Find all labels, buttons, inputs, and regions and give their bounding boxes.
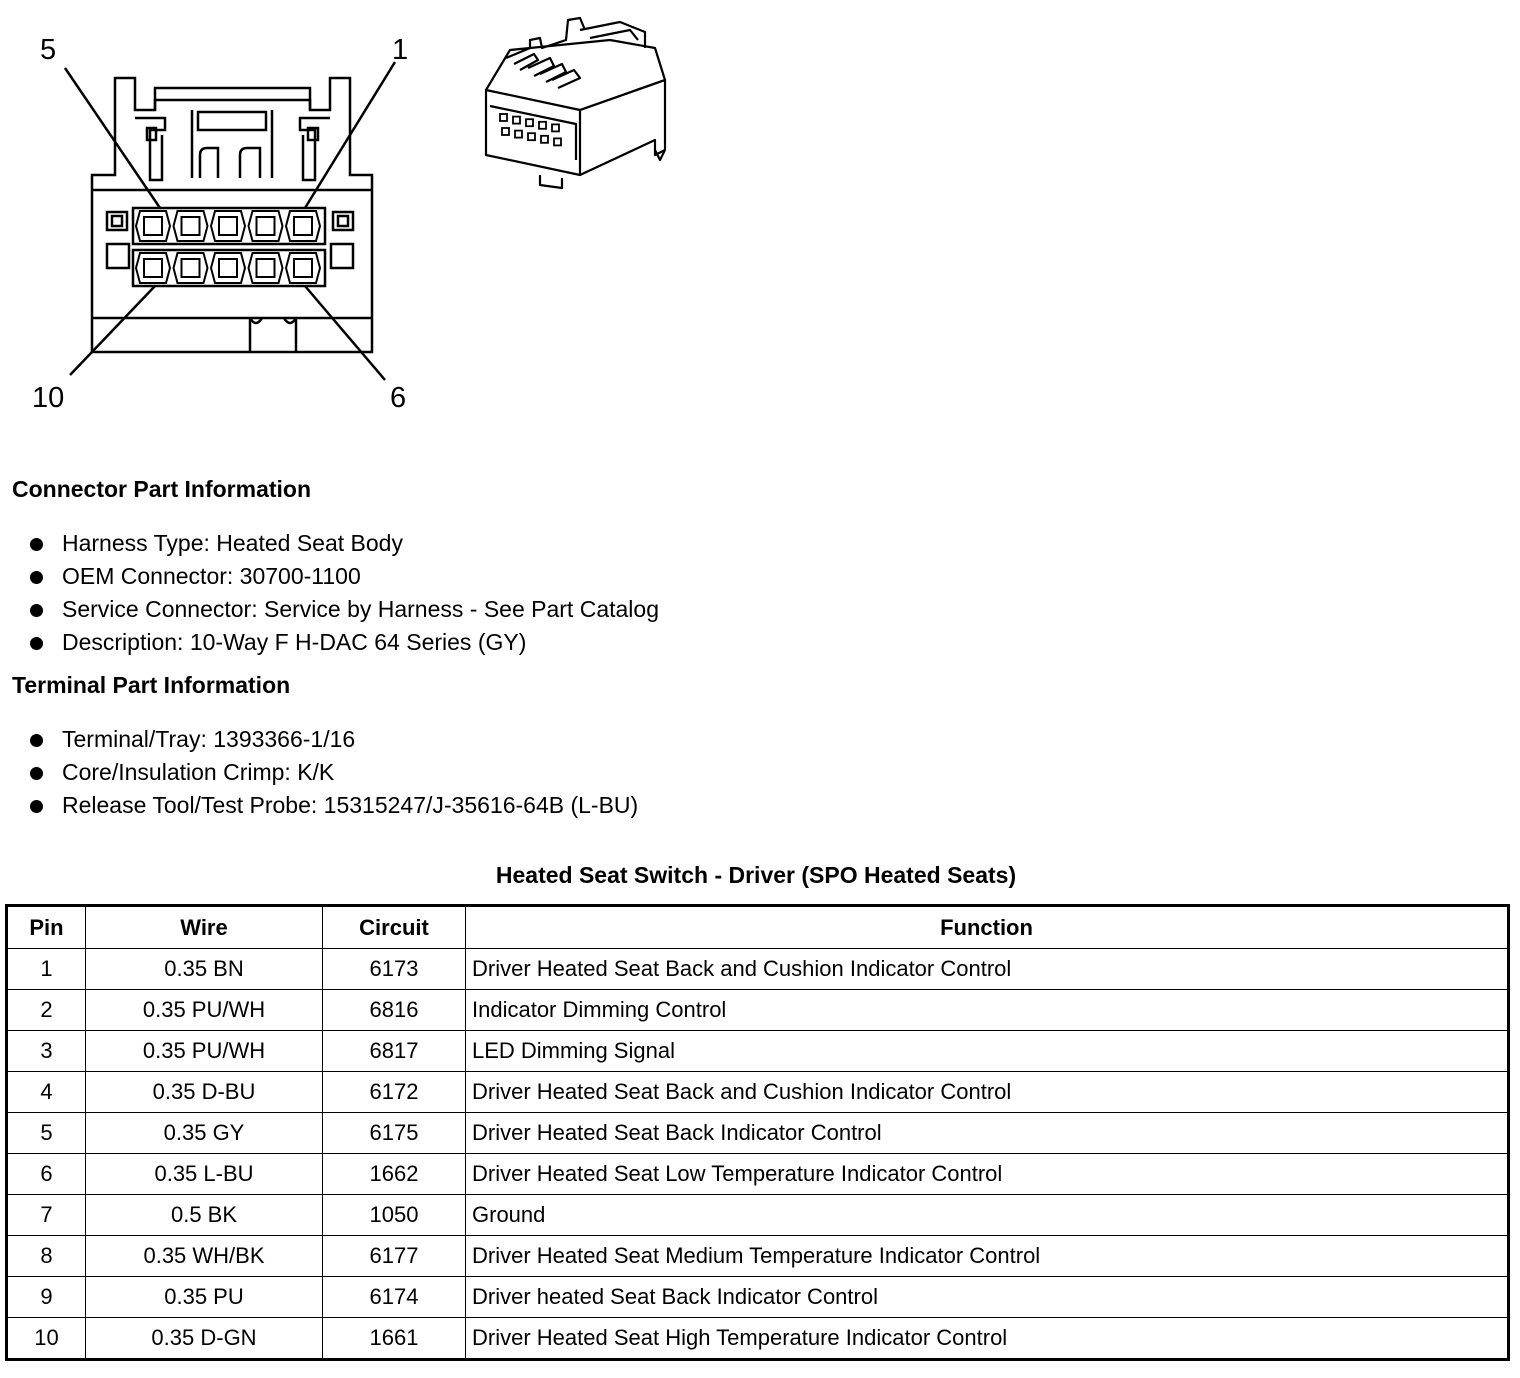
bullet-icon <box>30 767 43 780</box>
cell-pin: 6 <box>7 1154 86 1195</box>
cell-function: Driver Heated Seat Back Indicator Control <box>466 1113 1509 1154</box>
cell-wire: 0.35 D-GN <box>86 1318 323 1360</box>
terminal-cavity-inner <box>182 217 200 235</box>
cell-pin: 1 <box>7 949 86 990</box>
cell-pin: 8 <box>7 1236 86 1277</box>
terminal-cavity <box>249 253 283 283</box>
pinout-table <box>5 904 1510 1361</box>
cell-wire: 0.35 BN <box>86 949 323 990</box>
cell-function: LED Dimming Signal <box>466 1031 1509 1072</box>
cell-function: Indicator Dimming Control <box>466 990 1509 1031</box>
cell-circuit: 6174 <box>323 1277 466 1318</box>
connector-pin-opening <box>513 117 520 124</box>
connector-pin-opening <box>526 119 533 126</box>
connector-pin-opening <box>502 128 509 135</box>
connector-3d-illustration <box>470 10 690 190</box>
table-row <box>7 1031 1509 1072</box>
cell-pin: 5 <box>7 1113 86 1154</box>
connector-pin-opening <box>554 138 561 145</box>
table-row <box>7 1236 1509 1277</box>
cell-function: Driver heated Seat Back Indicator Control <box>466 1277 1509 1318</box>
terminal-cavity <box>249 211 283 241</box>
list-item <box>28 789 638 822</box>
cell-function: Ground <box>466 1195 1509 1236</box>
list-item-text: Service Connector: Service by Harness - See Part Catalog <box>62 596 659 622</box>
table-header-row <box>7 906 1509 949</box>
list-item-text: Harness Type: Heated Seat Body <box>62 530 403 556</box>
cell-function: Driver Heated Seat Back and Cushion Indicator Control <box>466 949 1509 990</box>
pin-label-1: 1 <box>392 34 409 66</box>
connector-pin-opening <box>515 131 522 138</box>
bullet-icon <box>30 571 43 584</box>
table-row <box>7 990 1509 1031</box>
list-item-text: Terminal/Tray: 1393366-1/16 <box>62 726 356 752</box>
cell-wire: 0.35 L-BU <box>86 1154 323 1195</box>
cell-circuit: 6816 <box>323 990 466 1031</box>
cell-function: Driver Heated Seat Back and Cushion Indicator Control <box>466 1072 1509 1113</box>
connector-face-diagram <box>0 0 440 430</box>
connector-pin-opening <box>539 122 546 129</box>
list-item <box>28 593 659 626</box>
connector-pin-opening <box>552 124 559 131</box>
header-pin: Pin <box>7 906 86 949</box>
bullet-icon <box>30 734 43 747</box>
terminal-cavity <box>174 211 208 241</box>
header-wire: Wire <box>86 906 323 949</box>
terminal-cavity <box>136 253 170 283</box>
bullet-icon <box>30 604 43 617</box>
terminal-cavity-inner <box>182 259 200 277</box>
header-function: Function <box>466 906 1509 949</box>
terminal-cavity <box>211 211 245 241</box>
pin-label-10: 10 <box>32 382 65 414</box>
terminal-cavity <box>136 211 170 241</box>
table-row <box>7 1318 1509 1360</box>
cell-wire: 0.35 PU/WH <box>86 1031 323 1072</box>
bullet-icon <box>30 637 43 650</box>
cell-pin: 4 <box>7 1072 86 1113</box>
bullet-icon <box>30 800 43 813</box>
terminal-cavity-inner <box>219 259 237 277</box>
pin-label-6: 6 <box>390 382 407 414</box>
cell-function: Driver Heated Seat High Temperature Indicator Control <box>466 1318 1509 1360</box>
terminal-info-list <box>28 723 638 822</box>
terminal-cavity-inner <box>294 217 312 235</box>
cell-circuit: 1662 <box>323 1154 466 1195</box>
terminal-cavity <box>286 253 320 283</box>
terminal-info-title: Terminal Part Information <box>12 672 291 698</box>
list-item <box>28 560 659 593</box>
cell-wire: 0.35 PU/WH <box>86 990 323 1031</box>
table-row <box>7 949 1509 990</box>
cell-pin: 3 <box>7 1031 86 1072</box>
connector-pin-opening <box>500 114 507 121</box>
cell-pin: 2 <box>7 990 86 1031</box>
list-item <box>28 527 659 560</box>
cell-circuit: 6817 <box>323 1031 466 1072</box>
cell-pin: 10 <box>7 1318 86 1360</box>
cell-wire: 0.35 D-BU <box>86 1072 323 1113</box>
list-item-text: Core/Insulation Crimp: K/K <box>62 759 335 785</box>
cell-function: Driver Heated Seat Low Temperature Indicator Control <box>466 1154 1509 1195</box>
cell-wire: 0.35 GY <box>86 1113 323 1154</box>
terminal-cavity-inner <box>257 259 275 277</box>
list-item-text: Description: 10-Way F H-DAC 64 Series (GY) <box>62 629 527 655</box>
connector-pin-opening <box>541 136 548 143</box>
cell-pin: 9 <box>7 1277 86 1318</box>
cell-wire: 0.35 PU <box>86 1277 323 1318</box>
terminal-cavity <box>286 211 320 241</box>
terminal-cavity-inner <box>257 217 275 235</box>
cell-wire: 0.5 BK <box>86 1195 323 1236</box>
bullet-icon <box>30 538 43 551</box>
terminal-cavity <box>174 253 208 283</box>
pin-label-5: 5 <box>40 34 57 66</box>
cell-wire: 0.35 WH/BK <box>86 1236 323 1277</box>
cell-circuit: 6173 <box>323 949 466 990</box>
table-row <box>7 1154 1509 1195</box>
cell-circuit: 1661 <box>323 1318 466 1360</box>
cell-circuit: 6177 <box>323 1236 466 1277</box>
terminal-cavity-inner <box>294 259 312 277</box>
cell-pin: 7 <box>7 1195 86 1236</box>
table-row <box>7 1072 1509 1113</box>
list-item-text: OEM Connector: 30700-1100 <box>62 563 361 589</box>
table-row <box>7 1195 1509 1236</box>
cell-circuit: 6172 <box>323 1072 466 1113</box>
cell-circuit: 1050 <box>323 1195 466 1236</box>
table-title: Heated Seat Switch - Driver (SPO Heated Seats) <box>495 862 1017 888</box>
terminal-cavity-inner <box>144 217 162 235</box>
header-circuit: Circuit <box>323 906 466 949</box>
table-row <box>7 1113 1509 1154</box>
table-row <box>7 1277 1509 1318</box>
connector-info-title: Connector Part Information <box>12 476 312 502</box>
terminal-cavity <box>211 253 245 283</box>
connector-pin-opening <box>528 133 535 140</box>
list-item <box>28 723 638 756</box>
list-item <box>28 756 638 789</box>
terminal-cavity-inner <box>219 217 237 235</box>
terminal-cavity-inner <box>144 259 162 277</box>
list-item <box>28 626 659 659</box>
list-item-text: Release Tool/Test Probe: 15315247/J-35616-64B (L-BU) <box>62 792 639 818</box>
connector-info-list <box>28 527 659 659</box>
cell-function: Driver Heated Seat Medium Temperature Indicator Control <box>466 1236 1509 1277</box>
cell-circuit: 6175 <box>323 1113 466 1154</box>
